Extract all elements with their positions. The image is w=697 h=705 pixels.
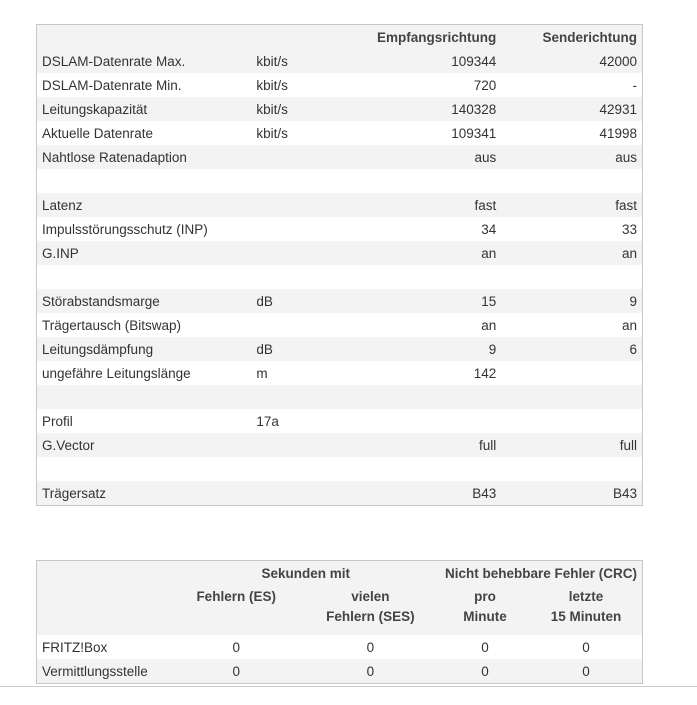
column-header xyxy=(37,585,643,635)
row-label: Impulsstörungsschutz (INP) xyxy=(42,221,208,237)
downstream-value xyxy=(372,385,501,409)
table-row xyxy=(37,169,643,193)
upstream-value: 42000 xyxy=(599,53,637,69)
upstream-value: an xyxy=(621,317,637,333)
table-row xyxy=(37,265,643,289)
header-downstream: Empfangsrichtung xyxy=(377,29,497,45)
row-label xyxy=(37,169,252,193)
row-label: Leitungskapazität xyxy=(42,101,148,117)
row-label: G.INP xyxy=(42,245,79,261)
unit-value: 17a xyxy=(256,413,279,429)
table-row xyxy=(37,193,643,217)
downstream-value: B43 xyxy=(472,485,497,501)
upstream-value: fast xyxy=(615,197,637,213)
table-row xyxy=(37,457,643,481)
row-label xyxy=(37,265,252,289)
downstream-value: aus xyxy=(474,149,497,165)
table-row xyxy=(37,361,643,385)
upstream-value: full xyxy=(619,437,637,453)
row-label: ungefähre Leitungslänge xyxy=(42,365,191,381)
downstream-value: full xyxy=(479,437,497,453)
upstream-value xyxy=(501,409,642,433)
divider xyxy=(0,686,697,687)
unit-value: kbit/s xyxy=(256,125,288,141)
downstream-value: 140328 xyxy=(451,101,497,117)
unit-value xyxy=(251,433,372,457)
es-value: 0 xyxy=(232,639,240,655)
unit-value xyxy=(251,217,372,241)
upstream-value: 6 xyxy=(629,341,637,357)
upstream-value xyxy=(501,361,642,385)
unit-value: dB xyxy=(256,341,273,357)
row-label: DSLAM-Datenrate Min. xyxy=(42,77,182,93)
downstream-value xyxy=(372,169,501,193)
downstream-value: 15 xyxy=(481,293,497,309)
table-row xyxy=(37,313,643,337)
downstream-value: 109344 xyxy=(451,53,497,69)
unit-value: kbit/s xyxy=(256,53,288,69)
unit-value: dB xyxy=(256,293,273,309)
downstream-value: 34 xyxy=(481,221,497,237)
table-row xyxy=(37,433,643,457)
last-15-value: 0 xyxy=(582,663,590,679)
header-last-15: letzte 15 Minuten xyxy=(550,589,622,624)
table-row xyxy=(37,289,643,313)
group-seconds: Sekunden mit xyxy=(261,565,351,581)
row-label: FRITZ!Box xyxy=(42,639,108,655)
upstream-value: B43 xyxy=(612,485,637,501)
unit-value xyxy=(251,169,372,193)
table-row xyxy=(37,337,643,361)
downstream-value: 109341 xyxy=(451,125,497,141)
unit-value: kbit/s xyxy=(256,101,288,117)
unit-value xyxy=(251,193,372,217)
ses-value: 0 xyxy=(366,663,375,679)
upstream-value: aus xyxy=(615,149,637,165)
row-label: Leitungsdämpfung xyxy=(42,341,154,357)
upstream-value xyxy=(501,169,642,193)
upstream-value xyxy=(501,385,642,409)
row-label: DSLAM-Datenrate Max. xyxy=(42,53,186,69)
dsl-line-table xyxy=(36,24,643,506)
row-label xyxy=(37,457,252,481)
downstream-value xyxy=(372,409,501,433)
row-label: Profil xyxy=(42,413,73,429)
table-row xyxy=(37,217,643,241)
row-label: Nahtlose Ratenadaption xyxy=(42,149,187,165)
table-row xyxy=(37,73,643,97)
table-row xyxy=(37,409,643,433)
downstream-value xyxy=(372,265,501,289)
header-es: Fehlern (ES) xyxy=(196,589,276,604)
downstream-value: 9 xyxy=(488,341,497,357)
unit-value: kbit/s xyxy=(256,77,288,93)
downstream-value: an xyxy=(481,317,497,333)
table-row xyxy=(37,241,643,265)
upstream-value: 42931 xyxy=(599,101,637,117)
table-row xyxy=(37,385,643,409)
unit-value: m xyxy=(256,365,268,381)
unit-value xyxy=(251,457,372,481)
table-row xyxy=(37,481,643,506)
header-per-minute: pro Minute xyxy=(463,589,507,624)
per-minute-value: 0 xyxy=(481,639,489,655)
table-row xyxy=(37,635,643,659)
downstream-value xyxy=(372,457,501,481)
row-label: Vermittlungsstelle xyxy=(42,663,148,679)
unit-value xyxy=(251,385,372,409)
row-label: G.Vector xyxy=(42,437,95,453)
header-upstream: Senderichtung xyxy=(542,29,637,45)
unit-value xyxy=(251,145,372,169)
downstream-value: 720 xyxy=(473,77,497,93)
table-row xyxy=(37,659,643,684)
group-header xyxy=(37,561,643,586)
downstream-value: fast xyxy=(474,197,497,213)
unit-value xyxy=(251,265,372,289)
per-minute-value: 0 xyxy=(481,663,489,679)
row-label: Aktuelle Datenrate xyxy=(42,125,154,141)
header-ses: vielen Fehlern (SES) xyxy=(326,589,415,624)
upstream-value: an xyxy=(621,245,637,261)
upstream-value: - xyxy=(632,77,637,93)
unit-value xyxy=(251,241,372,265)
upstream-value: 33 xyxy=(621,221,637,237)
upstream-value: 9 xyxy=(629,293,637,309)
table-row xyxy=(37,121,643,145)
error-stats-table xyxy=(36,560,643,684)
upstream-value xyxy=(501,265,642,289)
group-crc: Nicht behebbare Fehler (CRC) xyxy=(444,565,637,581)
table-row xyxy=(37,97,643,121)
row-label: Trägertausch (Bitswap) xyxy=(42,317,182,333)
row-label: Störabstandsmarge xyxy=(42,293,160,309)
es-value: 0 xyxy=(232,663,240,679)
row-label: Latenz xyxy=(42,197,83,213)
upstream-value xyxy=(501,457,642,481)
downstream-value: an xyxy=(481,245,497,261)
table-header xyxy=(37,25,643,50)
table-row xyxy=(37,145,643,169)
unit-value xyxy=(251,313,372,337)
upstream-value: 41998 xyxy=(599,125,637,141)
downstream-value: 142 xyxy=(473,365,497,381)
table-row xyxy=(37,49,643,73)
unit-value xyxy=(251,481,372,506)
row-label xyxy=(37,385,252,409)
row-label: Trägersatz xyxy=(42,485,107,501)
ses-value: 0 xyxy=(366,639,375,655)
last-15-value: 0 xyxy=(582,639,590,655)
